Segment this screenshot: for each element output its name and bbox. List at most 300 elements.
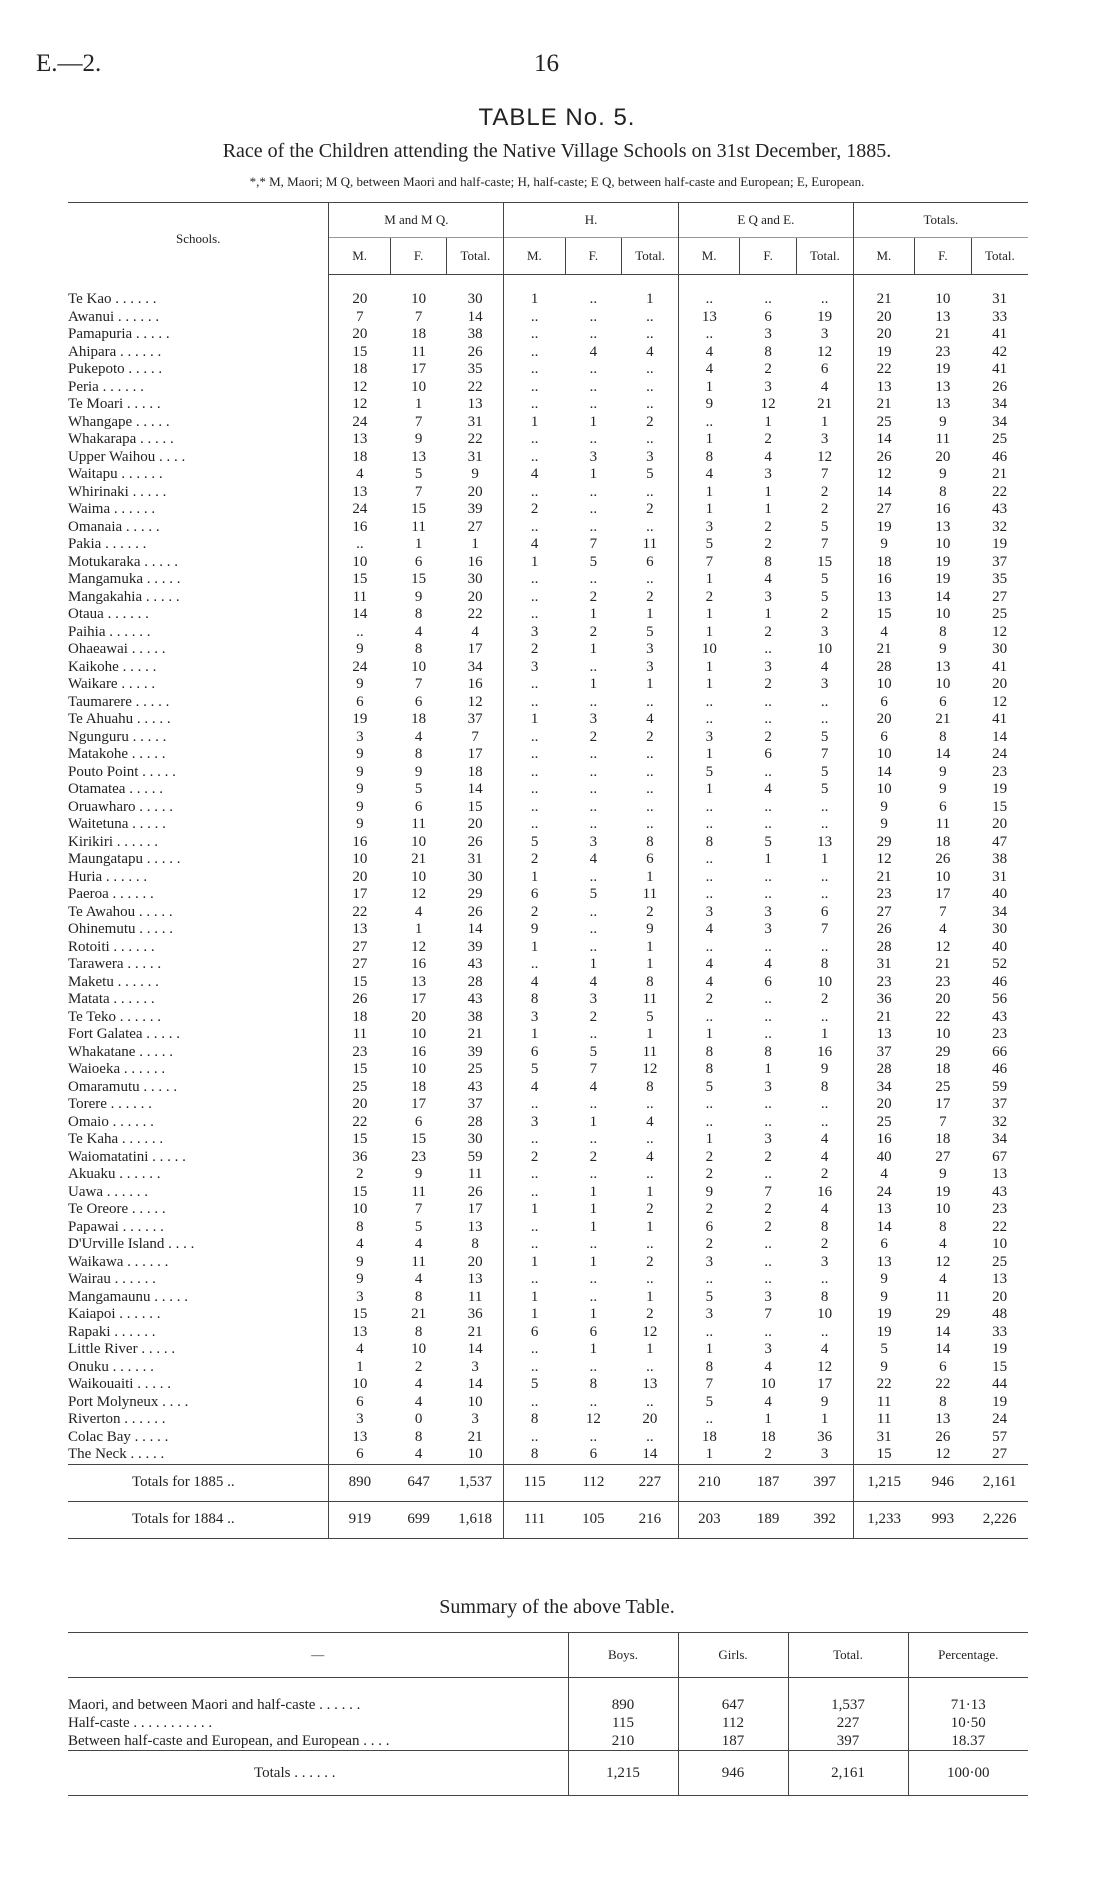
table-cell: 24: [329, 414, 390, 432]
table-cell: ..: [504, 1341, 565, 1359]
table-cell: 8: [471, 1236, 479, 1252]
table-cell: 10: [411, 1061, 427, 1077]
table-row: [68, 1411, 1028, 1429]
table-cell: 8: [678, 1044, 739, 1062]
summary-row: [68, 1714, 1028, 1732]
summary-cell: 2,161: [788, 1751, 908, 1796]
table-cell: 1: [589, 413, 598, 430]
school-name: Maketu . . . . . .: [68, 973, 159, 990]
table-cell: 20: [992, 816, 1008, 832]
table-cell: 9: [939, 1166, 947, 1182]
table-cell: ..: [589, 658, 598, 675]
table-cell: 1: [589, 1183, 598, 1200]
table-row: [68, 746, 1028, 764]
table-cell: 31: [992, 291, 1008, 307]
table-cell: 1: [764, 483, 772, 500]
table-cell: 34: [992, 1131, 1008, 1147]
table-cell: 24: [329, 501, 390, 519]
table-cell: 3: [764, 903, 772, 920]
table-cell: ..: [589, 868, 598, 885]
table-cell: 23: [329, 1044, 390, 1062]
table-cell: 647: [390, 1464, 447, 1501]
table-cell: 4: [820, 1341, 829, 1357]
table-row: [68, 309, 1028, 327]
table-cell: 10: [329, 1376, 390, 1394]
table-cell: 43: [467, 991, 483, 1007]
table-cell: 12: [935, 1446, 951, 1462]
table-cell: 1: [504, 1254, 565, 1272]
table-cell: 5: [678, 764, 739, 782]
table-cell: 39: [467, 1043, 483, 1060]
table-cell: 9: [939, 781, 947, 797]
table-cell: 1: [646, 676, 654, 692]
table-row: [68, 501, 1028, 519]
table-cell: 13: [817, 833, 833, 850]
table-cell: 8: [820, 1218, 829, 1235]
table-cell: 16: [329, 519, 390, 537]
table-cell: ..: [646, 361, 654, 377]
table-cell: 16: [853, 1131, 914, 1149]
table-cell: 56: [992, 991, 1008, 1007]
table-cell: 26: [935, 851, 951, 867]
table-cell: 28: [853, 1061, 914, 1079]
table-cell: 23: [853, 974, 914, 992]
table-row: [68, 816, 1028, 834]
table-cell: 3: [764, 921, 772, 937]
table-cell: ..: [646, 746, 654, 762]
school-name: Maungatapu . . . . .: [68, 851, 181, 867]
table-cell: 3: [504, 1009, 565, 1027]
table-cell: 9: [329, 676, 390, 694]
table-cell: ..: [504, 746, 565, 764]
table-cell: 1: [678, 659, 739, 677]
table-cell: 10: [678, 641, 739, 659]
table-cell: 3: [646, 658, 654, 675]
table-cell: 26: [467, 903, 483, 920]
table-cell: 8: [764, 343, 772, 360]
table-cell: 23: [992, 1026, 1008, 1042]
table-row: [68, 1341, 1028, 1359]
table-cell: 1: [678, 484, 739, 502]
table-cell: 6: [853, 729, 914, 747]
table-cell: 21: [853, 1009, 914, 1027]
table-cell: 0: [414, 1411, 423, 1427]
table-cell: 8: [414, 1323, 423, 1340]
table-cell: 41: [992, 711, 1008, 727]
table-cell: 1: [678, 1341, 739, 1359]
table-cell: 6: [414, 693, 423, 710]
table-cell: 12: [817, 1358, 833, 1375]
table-cell: 8: [939, 483, 947, 500]
table-row: [68, 1201, 1028, 1219]
table-cell: ..: [589, 308, 598, 325]
table-cell: 3: [678, 519, 739, 537]
page-reference: E.—2.: [36, 50, 102, 77]
table-cell: 28: [853, 939, 914, 957]
table-cell: 9: [329, 1254, 390, 1272]
table-title: TABLE No. 5.: [478, 104, 636, 131]
school-name: Kaiapoi . . . . . .: [68, 1306, 161, 1322]
table-cell: 3: [504, 624, 565, 642]
table-cell: 1: [678, 571, 739, 589]
table-cell: 2: [646, 588, 654, 605]
table-cell: 7: [939, 1113, 947, 1130]
table-cell: 20: [467, 483, 483, 500]
table-cell: 9: [329, 799, 390, 817]
table-cell: 18: [411, 326, 427, 342]
table-cell: 25: [935, 1078, 951, 1095]
table-row: [68, 606, 1028, 624]
table-cell: 16: [817, 1183, 833, 1200]
table-cell: 2: [329, 1166, 390, 1184]
table-cell: 21: [992, 466, 1008, 482]
table-cell: 36: [467, 1306, 483, 1322]
totals-label: Totals for 1885 ..: [68, 1464, 329, 1501]
table-cell: ..: [764, 641, 772, 657]
group-header-totals: Totals.: [853, 203, 1028, 238]
table-cell: 2: [678, 589, 739, 607]
table-cell: 33: [992, 1323, 1008, 1340]
table-cell: 919: [329, 1501, 390, 1538]
table-cell: 7: [820, 921, 829, 937]
table-cell: 13: [467, 396, 483, 412]
table-row: [68, 764, 1028, 782]
table-row: [68, 1114, 1028, 1132]
table-cell: ..: [678, 711, 739, 729]
table-cell: ..: [646, 1428, 654, 1445]
table-cell: 6: [329, 694, 390, 712]
table-cell: ..: [329, 624, 390, 642]
table-cell: 4: [414, 1376, 423, 1392]
summary-cell: 1,537: [788, 1696, 908, 1714]
table-cell: 6: [504, 1044, 565, 1062]
table-cell: 11: [411, 343, 426, 360]
table-cell: 31: [467, 448, 483, 465]
table-row: [68, 484, 1028, 502]
table-cell: ..: [589, 781, 598, 797]
table-cell: 4: [678, 921, 739, 939]
table-cell: 25: [853, 414, 914, 432]
table-cell: 17: [935, 886, 951, 902]
table-cell: 115: [504, 1464, 565, 1501]
table-cell: ..: [589, 816, 598, 832]
table-subtitle: Race of the Children attending the Native Village Schools on 31st December, 1885.: [222, 140, 892, 162]
table-cell: ..: [820, 711, 829, 727]
table-cell: 15: [817, 553, 833, 570]
table-cell: 4: [678, 466, 739, 484]
table-cell: 4: [646, 1148, 654, 1165]
table-cell: 13: [853, 379, 914, 397]
table-cell: ..: [504, 361, 565, 379]
school-name: Onuku . . . . . .: [68, 1358, 154, 1375]
table-cell: ..: [589, 1428, 598, 1445]
table-cell: ..: [589, 1166, 598, 1182]
table-cell: ..: [820, 1008, 829, 1025]
table-cell: 2: [646, 903, 654, 920]
table-cell: 8: [820, 1078, 829, 1095]
table-cell: 10: [853, 781, 914, 799]
table-cell: 17: [411, 1096, 427, 1112]
table-cell: 4: [504, 974, 565, 992]
summary-cell: 210: [568, 1732, 678, 1751]
table-cell: 18: [411, 711, 427, 727]
table-cell: 34: [853, 1079, 914, 1097]
table-cell: 111: [504, 1501, 565, 1538]
table-cell: 210: [678, 1464, 739, 1501]
table-cell: 8: [504, 1446, 565, 1464]
table-cell: 13: [329, 1429, 390, 1447]
table-cell: 11: [329, 1026, 390, 1044]
table-cell: 9: [646, 921, 654, 937]
table-cell: ..: [820, 291, 829, 307]
table-cell: 6: [939, 1358, 947, 1375]
table-cell: 35: [467, 361, 483, 377]
table-cell: ..: [764, 1236, 772, 1252]
table-cell: 1: [678, 606, 739, 624]
table-cell: 19: [853, 344, 914, 362]
table-cell: 17: [411, 991, 427, 1007]
table-cell: ..: [820, 693, 829, 710]
table-cell: ..: [646, 693, 654, 710]
table-cell: 38: [467, 1008, 483, 1025]
table-cell: 11: [642, 1043, 658, 1060]
table-cell: 1: [646, 868, 654, 885]
table-cell: 8: [646, 1078, 654, 1095]
table-row: [68, 1306, 1028, 1324]
table-cell: 4: [589, 851, 598, 867]
table-cell: 17: [467, 641, 483, 657]
table-row: [68, 1394, 1028, 1412]
table-cell: 1: [820, 1411, 829, 1427]
table-cell: 2: [646, 728, 654, 745]
table-cell: 19: [935, 1183, 951, 1200]
table-cell: 30: [992, 921, 1008, 937]
table-cell: 1: [589, 676, 598, 692]
sub-header-total: Total.: [622, 238, 679, 275]
school-rows: [68, 291, 1028, 1464]
table-cell: 3: [678, 1254, 739, 1272]
table-cell: 2: [646, 501, 654, 517]
table-cell: 10: [817, 1306, 833, 1322]
table-cell: 43: [992, 1183, 1008, 1200]
summary-cell: 112: [678, 1714, 788, 1732]
table-cell: 1: [471, 536, 479, 552]
table-cell: 26: [853, 449, 914, 467]
table-cell: 12: [853, 851, 914, 869]
table-cell: 8: [329, 1219, 390, 1237]
table-cell: 13: [642, 1376, 658, 1392]
table-cell: ..: [589, 483, 598, 500]
table-cell: 20: [467, 816, 483, 832]
table-cell: 1: [646, 291, 654, 307]
table-cell: 3: [764, 326, 772, 342]
table-cell: ..: [504, 589, 565, 607]
table-cell: 4: [329, 466, 390, 484]
table-row: [68, 1324, 1028, 1342]
school-name: Te Kaha . . . . . .: [68, 1131, 164, 1147]
table-cell: 4: [414, 1446, 423, 1462]
table-cell: 7: [678, 1376, 739, 1394]
table-cell: ..: [820, 886, 829, 902]
school-name: Upper Waihou . . . .: [68, 448, 186, 465]
table-cell: 59: [992, 1078, 1008, 1095]
table-cell: ..: [678, 1009, 739, 1027]
table-cell: 1: [589, 956, 598, 972]
table-cell: 5: [820, 728, 829, 745]
table-row: [68, 851, 1028, 869]
table-cell: 3: [678, 1306, 739, 1324]
table-cell: 23: [935, 973, 951, 990]
table-row: [68, 1009, 1028, 1027]
table-cell: 20: [329, 1096, 390, 1114]
table-cell: ..: [589, 571, 598, 587]
table-cell: 27: [853, 501, 914, 519]
table-cell: ..: [678, 1096, 739, 1114]
table-cell: 10: [411, 868, 427, 885]
table-cell: ..: [646, 1393, 654, 1410]
table-row: [68, 449, 1028, 467]
table-cell: 9: [678, 1184, 739, 1202]
table-cell: ..: [646, 571, 654, 587]
table-row: [68, 414, 1028, 432]
table-cell: 8: [820, 1288, 829, 1305]
table-row: [68, 974, 1028, 992]
table-row: [68, 1061, 1028, 1079]
table-cell: 16: [817, 1043, 833, 1060]
table-cell: 15: [329, 974, 390, 992]
table-row: [68, 571, 1028, 589]
table-cell: 9: [329, 641, 390, 659]
table-cell: 22: [467, 378, 483, 395]
school-name: Pakia . . . . . .: [68, 536, 147, 552]
table-cell: 14: [467, 1376, 483, 1392]
table-cell: 5: [646, 1008, 654, 1025]
summary-header-total: Total.: [788, 1633, 908, 1678]
table-row: [68, 361, 1028, 379]
table-cell: 7: [414, 308, 423, 325]
school-name: Omanaia . . . . .: [68, 518, 160, 535]
summary-cell: 890: [568, 1696, 678, 1714]
table-row: [68, 554, 1028, 572]
table-cell: 12: [760, 396, 776, 412]
table-cell: 21: [467, 1428, 483, 1445]
table-cell: 4: [589, 343, 598, 360]
table-cell: 3: [589, 448, 598, 465]
table-cell: 7: [329, 309, 390, 327]
table-row: [68, 956, 1028, 974]
table-cell: ..: [504, 816, 565, 834]
table-cell: 24: [329, 659, 390, 677]
school-name: Paihia . . . . . .: [68, 623, 151, 640]
table-cell: ..: [764, 1166, 772, 1182]
sub-header-m: M.: [504, 238, 565, 275]
summary-cell: 946: [678, 1751, 788, 1796]
table-cell: 1: [646, 1026, 654, 1042]
school-name: Wairau . . . . . .: [68, 1271, 156, 1287]
school-name: Omaramutu . . . . .: [68, 1078, 178, 1095]
table-cell: 18: [935, 833, 951, 850]
table-cell: 30: [467, 1131, 483, 1147]
table-cell: 187: [740, 1464, 797, 1501]
table-cell: 12: [411, 938, 427, 955]
table-cell: ..: [589, 763, 598, 780]
table-cell: 4: [820, 1131, 829, 1147]
table-cell: 52: [992, 956, 1008, 972]
table-cell: 4: [678, 361, 739, 379]
table-cell: 3: [678, 729, 739, 747]
summary-cell: 100·00: [908, 1751, 1028, 1796]
table-cell: 1: [678, 431, 739, 449]
table-cell: 20: [992, 1288, 1008, 1305]
table-cell: 7: [414, 1201, 423, 1217]
table-row: [68, 1376, 1028, 1394]
sub-header-f: F.: [914, 238, 971, 275]
table-cell: 14: [467, 921, 483, 937]
table-row: [68, 939, 1028, 957]
school-name: Waikouaiti . . . . .: [68, 1376, 171, 1392]
table-cell: 5: [504, 1061, 565, 1079]
table-cell: 4: [678, 974, 739, 992]
summary-cell: 1,215: [568, 1751, 678, 1796]
table-cell: ..: [589, 938, 598, 955]
table-cell: 25: [992, 1253, 1008, 1270]
table-cell: 9: [329, 746, 390, 764]
sub-header-total: Total.: [447, 238, 504, 275]
table-cell: 1: [589, 1253, 598, 1270]
table-cell: 3: [504, 1114, 565, 1132]
table-cell: ..: [589, 1393, 598, 1410]
table-cell: 31: [467, 413, 483, 430]
table-cell: 37: [467, 1096, 483, 1112]
table-cell: 4: [764, 956, 772, 972]
table-cell: 10: [467, 1446, 483, 1462]
table-cell: ..: [678, 1114, 739, 1132]
table-cell: 15: [853, 606, 914, 624]
table-cell: 9: [329, 764, 390, 782]
table-cell: 4: [939, 1271, 947, 1287]
table-row: [68, 1096, 1028, 1114]
table-cell: 2: [764, 1218, 772, 1235]
table-cell: 10: [411, 1026, 427, 1042]
table-cell: ..: [678, 1324, 739, 1342]
table-cell: ..: [646, 798, 654, 815]
table-cell: 8: [939, 728, 947, 745]
table-cell: 5: [414, 1218, 423, 1235]
table-cell: 34: [992, 396, 1008, 412]
table-cell: ..: [764, 1008, 772, 1025]
table-cell: 13: [853, 589, 914, 607]
table-cell: 10: [992, 1236, 1008, 1252]
table-cell: 18: [329, 449, 390, 467]
table-cell: 2: [764, 728, 772, 745]
table-row: [68, 1289, 1028, 1307]
table-cell: 25: [992, 431, 1008, 447]
table-cell: ..: [589, 1096, 598, 1112]
table-cell: 8: [764, 553, 772, 570]
table-cell: 2: [589, 588, 598, 605]
table-cell: 1: [678, 379, 739, 397]
table-cell: 17: [329, 886, 390, 904]
table-cell: 11: [467, 1166, 483, 1182]
table-cell: 20: [411, 1008, 427, 1025]
table-cell: 13: [329, 431, 390, 449]
table-cell: ..: [646, 1236, 654, 1252]
table-cell: ..: [646, 431, 654, 447]
table-cell: 30: [467, 291, 483, 307]
table-cell: ..: [504, 1166, 565, 1184]
table-cell: 1: [678, 624, 739, 642]
table-cell: ..: [589, 291, 598, 307]
